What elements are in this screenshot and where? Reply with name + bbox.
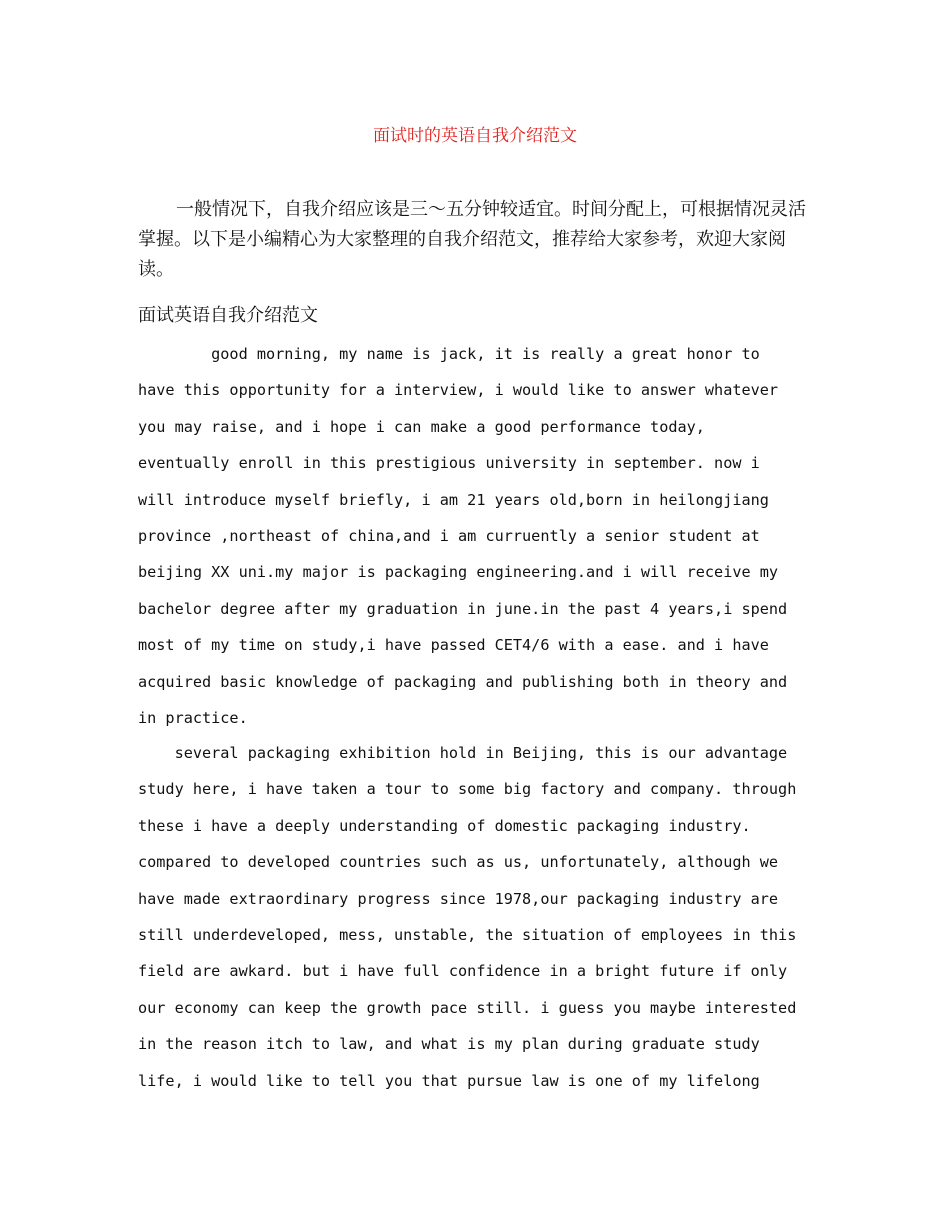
text-line: province ,northeast of china,and i am curruently a senior student at bbox=[138, 526, 760, 545]
text-line: acquired basic knowledge of packaging and publishing both in theory and bbox=[138, 672, 788, 691]
text-line: will introduce myself briefly, i am 21 years old,born in heilongjiang bbox=[138, 490, 769, 509]
text-line: life, i would like to tell you that pursue law is one of my lifelong bbox=[138, 1071, 760, 1090]
text-line: our economy can keep the growth pace still. i guess you maybe interested bbox=[138, 998, 797, 1017]
text-line: most of my time on study,i have passed CET4/6 with a ease. and i have bbox=[138, 636, 769, 655]
text-line: these i have a deeply understanding of domestic packaging industry. bbox=[138, 816, 751, 835]
text-line: good morning, my name is jack, it is really a great honor to bbox=[138, 345, 760, 363]
text-line: field are awkard. but i have full confidence in a bright future if only bbox=[138, 962, 788, 981]
document-title: 面试时的英语自我介绍范文 bbox=[373, 126, 577, 146]
text-line: have this opportunity for a interview, i would like to answer whatever bbox=[138, 381, 779, 400]
text-line: eventually enroll in this prestigious university in september. now i bbox=[138, 454, 760, 473]
text-line: you may raise, and i hope i can make a good performance today, bbox=[138, 417, 705, 436]
text-line: bachelor degree after my graduation in june.in the past 4 years,i spend bbox=[138, 599, 788, 618]
text-line: beijing XX uni.my major is packaging engineering.and i will receive my bbox=[138, 563, 779, 582]
text-line: in practice. bbox=[138, 708, 248, 727]
text-line: several packaging exhibition hold in Beijing, this is our advantage bbox=[138, 744, 788, 762]
english-paragraph-2 bbox=[138, 735, 828, 1099]
text-line: in the reason itch to law, and what is my plan during graduate study bbox=[138, 1035, 760, 1054]
intro-paragraph: 一般情况下，自我介绍应该是三～五分钟较适宜。时间分配上，可根据情况灵活掌握。以下是小编精心为大家整理的自我介绍范文，推荐给大家参考，欢迎大家阅读。 bbox=[138, 199, 806, 280]
english-paragraph-1 bbox=[138, 336, 828, 736]
text-line: compared to developed countries such as us, unfortunately, although we bbox=[138, 853, 779, 872]
text-line: have made extraordinary progress since 1978,our packaging industry are bbox=[138, 889, 779, 908]
text-line: study here, i have taken a tour to some big factory and company. through bbox=[138, 780, 797, 799]
text-line: still underdeveloped, mess, unstable, the situation of employees in this bbox=[138, 925, 797, 944]
section-heading: 面试英语自我介绍范文 bbox=[138, 305, 318, 326]
